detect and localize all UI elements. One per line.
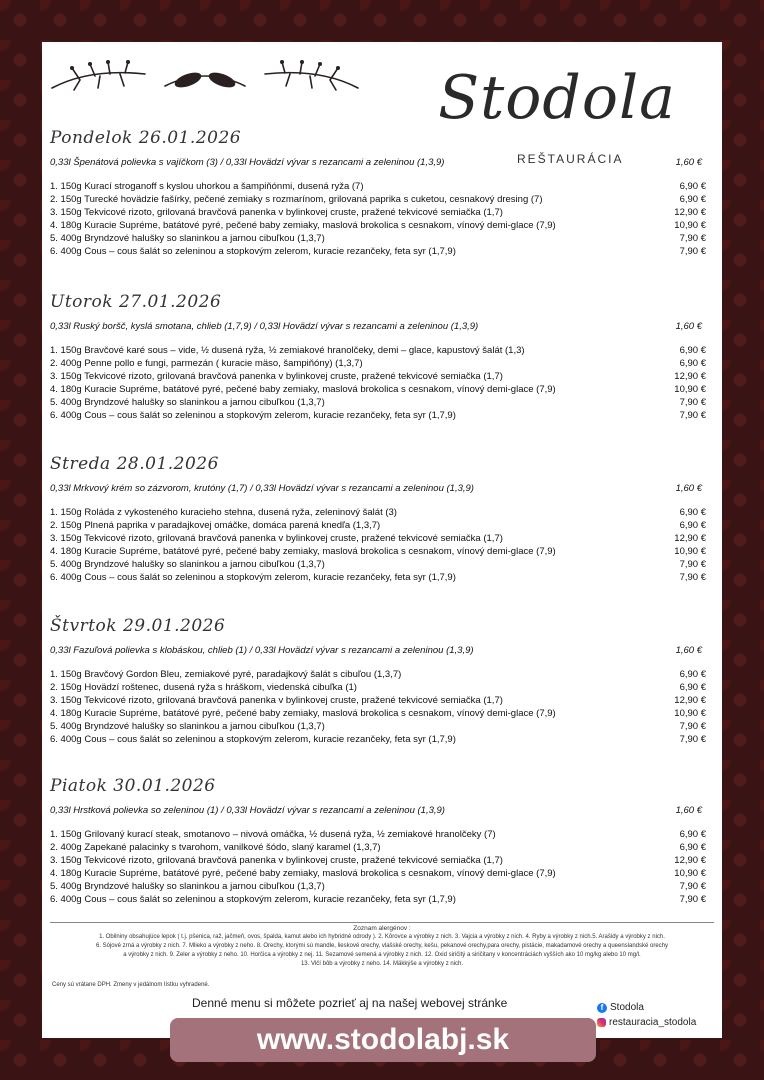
allergen-heading: Zoznam alergénov :: [353, 925, 411, 932]
item-text: 2. 150g Hovädzí roštenec, dusená ryža s hráškom, viedenská cibuľka (1): [50, 682, 357, 693]
item-text: 2. 400g Penne pollo e fungi, parmezán ( kuracie mäso, šampiňóny) (1,3,7): [50, 358, 363, 369]
list-item: [50, 396, 714, 409]
item-text: 2. 150g Turecké hovädzie fašírky, pečené zemiaky s rozmarínom, grilovaná paprika s cuketou, cesnakový dresing (7): [50, 194, 543, 205]
list-item: [50, 519, 714, 532]
list-item: [50, 344, 714, 357]
soup-text: 0,33l Mrkvový krém so zázvorom, krutóny (1,7) / 0,33l Hovädzí vývar s rezancami a zeleninou (1,3,9): [50, 483, 474, 494]
soup-text: 0,33l Špenátová polievka s vajíčkom (3) / 0,33l Hovädzí vývar s rezancami a zeleninou (1,3,9): [50, 157, 445, 168]
list-item: [50, 733, 714, 746]
day-title: Pondelok 26.01.2026: [50, 128, 242, 148]
list-item: [50, 720, 714, 733]
item-price: 7,90 €: [679, 559, 706, 570]
soup-row: [50, 320, 714, 333]
soup-row: [50, 156, 714, 169]
list-item: [50, 558, 714, 571]
list-item: [50, 707, 714, 720]
item-text: 4. 180g Kuracie Supréme, batátové pyré, pečené baby zemiaky, maslová brokolica s cesnakom, vínový demi-glace (7,9): [50, 708, 556, 719]
item-text: 5. 400g Bryndzové halušky so slaninkou a jarnou cibuľkou (1,3,7): [50, 233, 325, 244]
item-price: 10,90 €: [674, 546, 706, 557]
list-item: [50, 180, 714, 193]
item-price: 10,90 €: [674, 384, 706, 395]
social-links: [597, 1000, 696, 1030]
item-text: 5. 400g Bryndzové halušky so slaninkou a jarnou cibuľkou (1,3,7): [50, 881, 325, 892]
logo-subtitle: REŠTAURÁCIA: [517, 152, 624, 166]
item-text: 1. 150g Bravčové karé sous – vide, ½ dusená ryža, ½ zemiakové hranolčeky, demi – glace, kapustový šalát (1,3): [50, 345, 525, 356]
item-text: 1. 150g Roláda z vykosteného kuracieho stehna, dusená ryža, zeleninový šalát (3): [50, 507, 397, 518]
menu-sheet: [42, 42, 722, 1038]
soup-price: 1,60 €: [675, 157, 702, 168]
facebook-link[interactable]: [597, 1000, 696, 1015]
item-price: 7,90 €: [679, 881, 706, 892]
day-title: Streda 28.01.2026: [50, 454, 219, 474]
list-item: [50, 668, 714, 681]
soup-row: [50, 482, 714, 495]
item-text: 3. 150g Tekvicové rizoto, grilovaná bravčová panenka v bylinkovej cruste, pražené tekvicové semiačka (1,7): [50, 695, 503, 706]
list-item: [50, 383, 714, 396]
item-price: 12,90 €: [674, 207, 706, 218]
item-text: 4. 180g Kuracie Supréme, batátové pyré, pečené baby zemiaky, maslová brokolica s cesnakom, vínový demi-glace (7,9): [50, 384, 556, 395]
item-price: 7,90 €: [679, 894, 706, 905]
instagram-icon: [597, 1018, 606, 1027]
list-item: [50, 245, 714, 258]
item-price: 6,90 €: [679, 345, 706, 356]
allergen-line: 13. Vlčí bôb a výrobky z neho. 14. Mäkkýše a výrobky z nich.: [300, 961, 464, 967]
item-price: 6,90 €: [679, 682, 706, 693]
list-item: [50, 880, 714, 893]
soup-row: [50, 644, 714, 657]
item-text: 4. 180g Kuracie Supréme, batátové pyré, pečené baby zemiaky, maslová brokolica s cesnakom, vínový demi-glace (7,9): [50, 868, 556, 879]
item-price: 6,90 €: [679, 194, 706, 205]
instagram-link[interactable]: [597, 1015, 696, 1030]
item-text: 1. 150g Bravčový Gordon Bleu, zemiakové pyré, paradajkový šalát s cibuľou (1,3,7): [50, 669, 402, 680]
facebook-icon: f: [597, 1003, 607, 1013]
item-price: 7,90 €: [679, 572, 706, 583]
item-price: 12,90 €: [674, 533, 706, 544]
item-price: 7,90 €: [679, 397, 706, 408]
soup-row: [50, 804, 714, 817]
day-tuesday: [50, 288, 714, 422]
item-price: 7,90 €: [679, 233, 706, 244]
soup-price: 1,60 €: [675, 805, 702, 816]
vat-note: Ceny sú vrátane DPH. Zmeny v jedálnom lístku vyhradené.: [52, 982, 210, 988]
day-wednesday: [50, 450, 714, 584]
soup-text: 0,33l Ruský boršč, kyslá smotana, chlieb (1,7,9) / 0,33l Hovädzí vývar s rezancami a zeleninou (1,3,9): [50, 321, 479, 332]
list-item: [50, 893, 714, 906]
list-item: [50, 232, 714, 245]
list-item: [50, 409, 714, 422]
item-price: 12,90 €: [674, 695, 706, 706]
item-text: 5. 400g Bryndzové halušky so slaninkou a jarnou cibuľkou (1,3,7): [50, 559, 325, 570]
item-price: 6,90 €: [679, 507, 706, 518]
list-item: [50, 841, 714, 854]
item-text: 3. 150g Tekvicové rizoto, grilovaná bravčová panenka v bylinkovej cruste, pražené tekvicové semiačka (1,7): [50, 533, 503, 544]
item-text: 1. 150g Grilovaný kurací steak, smotanovo – nivová omáčka, ½ dusená ryža, ½ zemiakové hranolčeky (7): [50, 829, 496, 840]
item-price: 7,90 €: [679, 721, 706, 732]
item-text: 6. 400g Cous – cous šalát so zeleninou a stopkovým zelerom, kuracie rezančeky, feta syr (1,7,9): [50, 572, 456, 583]
item-price: 10,90 €: [674, 708, 706, 719]
list-item: [50, 681, 714, 694]
list-item: [50, 854, 714, 867]
soup-price: 1,60 €: [675, 483, 702, 494]
day-friday: [50, 772, 714, 906]
list-item: [50, 545, 714, 558]
item-text: 2. 400g Zapekané palacinky s tvarohom, vanilkové šódo, slaný karamel (1,3,7): [50, 842, 381, 853]
floral-ornament-icon: [50, 58, 360, 98]
soup-text: 0,33l Fazuľová polievka s klobáskou, chlieb (1) / 0,33l Hovädzí vývar s rezancami a zeleninou (1,3,9): [50, 645, 474, 656]
soup-price: 1,60 €: [675, 645, 702, 656]
item-text: 2. 150g Plnená paprika v paradajkovej omáčke, domáca parená knedľa (1,3,7): [50, 520, 381, 531]
allergen-line: 1. Obilniny obsahujúce lepok ( t.j. pšenica, raž, jačmeň, ovos, špalda, kamut alebo ich hybridné odrody ). 2. Kôrovce a výrobky z nich. 3. Vajcia a výrobky z nich. 4. Ryby a výrobky z nich.5. Arašidy a výrobky z nich.: [99, 934, 665, 940]
instagram-handle: restauracia_stodola: [609, 1017, 697, 1028]
menu-note: Denné menu si môžete pozrieť aj na našej webovej stránke: [192, 996, 508, 1010]
item-price: 7,90 €: [679, 734, 706, 745]
soup-price: 1,60 €: [675, 321, 702, 332]
allergen-line: 6. Sójové zrná a výrobky z nich. 7. Mlieko a výrobky z neho. 8. Orechy, ktorými sú mandle, lieskové orechy, vlašské orechy, kešu, pekanové orechy,para orechy, pistácie, makadamové orechy a queenslandské orechy: [95, 943, 669, 949]
day-title: Štvrtok 29.01.2026: [50, 616, 226, 636]
item-text: 1. 150g Kurací stroganoff s kyslou uhorkou a šampiňónmi, dusená ryža (7): [50, 181, 364, 192]
list-item: [50, 506, 714, 519]
day-thursday: [50, 612, 714, 746]
day-title: Utorok 27.01.2026: [50, 292, 222, 312]
list-item: [50, 219, 714, 232]
item-text: 5. 400g Bryndzové halušky so slaninkou a jarnou cibuľkou (1,3,7): [50, 397, 325, 408]
item-price: 6,90 €: [679, 829, 706, 840]
list-item: [50, 370, 714, 383]
item-price: 6,90 €: [679, 181, 706, 192]
item-price: 6,90 €: [679, 520, 706, 531]
website-link[interactable]: www.stodolabj.sk: [170, 1018, 596, 1062]
allergen-list: [50, 922, 714, 969]
allergen-line: a výrobky z nich. 9. Zeler a výrobky z neho. 10. Horčica a výrobky z nej. 11. Sezamové semená a výrobky z nich. 12. Oxid siričitý a siričitany v koncentráciách vyšších ako 10 mg/kg alebo 10 mg/l.: [123, 952, 641, 958]
item-price: 7,90 €: [679, 410, 706, 421]
item-price: 10,90 €: [674, 868, 706, 879]
item-price: 10,90 €: [674, 220, 706, 231]
item-text: 5. 400g Bryndzové halušky so slaninkou a jarnou cibuľkou (1,3,7): [50, 721, 325, 732]
item-price: 6,90 €: [679, 669, 706, 680]
list-item: [50, 357, 714, 370]
item-price: 6,90 €: [679, 358, 706, 369]
list-item: [50, 867, 714, 880]
item-text: 3. 150g Tekvicové rizoto, grilovaná bravčová panenka v bylinkovej cruste, pražené tekvicové semiačka (1,7): [50, 207, 503, 218]
item-text: 6. 400g Cous – cous šalát so zeleninou a stopkovým zelerom, kuracie rezančeky, feta syr (1,7,9): [50, 246, 456, 257]
item-text: 4. 180g Kuracie Supréme, batátové pyré, pečené baby zemiaky, maslová brokolica s cesnakom, vínový demi-glace (7,9): [50, 546, 556, 557]
list-item: [50, 694, 714, 707]
logo-name: Stodola: [438, 63, 676, 133]
soup-text: 0,33l Hrstková polievka so zeleninou (1) / 0,33l Hovädzí vývar s rezancami a zeleninou (1,3,9): [50, 805, 445, 816]
day-monday: [50, 124, 714, 258]
item-text: 6. 400g Cous – cous šalát so zeleninou a stopkovým zelerom, kuracie rezančeky, feta syr (1,7,9): [50, 894, 456, 905]
item-text: 6. 400g Cous – cous šalát so zeleninou a stopkovým zelerom, kuracie rezančeky, feta syr (1,7,9): [50, 410, 456, 421]
item-price: 6,90 €: [679, 842, 706, 853]
item-text: 4. 180g Kuracie Supréme, batátové pyré, pečené baby zemiaky, maslová brokolica s cesnakom, vínový demi-glace (7,9): [50, 220, 556, 231]
day-title: Piatok 30.01.2026: [50, 776, 216, 796]
list-item: [50, 571, 714, 584]
list-item: [50, 828, 714, 841]
item-text: 6. 400g Cous – cous šalát so zeleninou a stopkovým zelerom, kuracie rezančeky, feta syr (1,7,9): [50, 734, 456, 745]
list-item: [50, 193, 714, 206]
item-price: 12,90 €: [674, 855, 706, 866]
item-text: 3. 150g Tekvicové rizoto, grilovaná bravčová panenka v bylinkovej cruste, pražené tekvicové semiačka (1,7): [50, 371, 503, 382]
item-price: 12,90 €: [674, 371, 706, 382]
list-item: [50, 532, 714, 545]
item-text: 3. 150g Tekvicové rizoto, grilovaná bravčová panenka v bylinkovej cruste, pražené tekvicové semiačka (1,7): [50, 855, 503, 866]
list-item: [50, 206, 714, 219]
facebook-handle: Stodola: [610, 1002, 644, 1013]
item-price: 7,90 €: [679, 246, 706, 257]
